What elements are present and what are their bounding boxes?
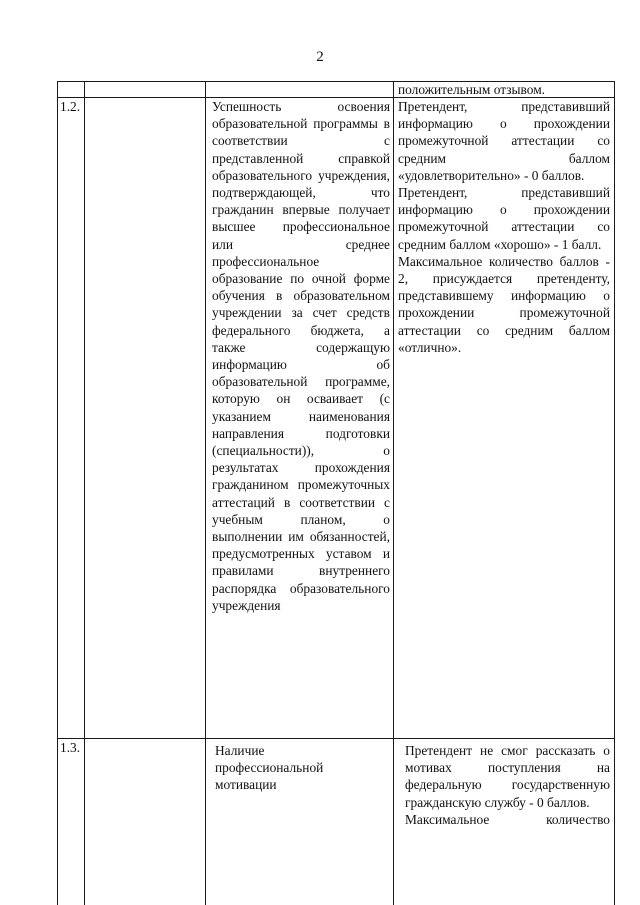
table-rule-col-num (84, 81, 85, 905)
row-number-1-3: 1.3. (60, 740, 81, 755)
table-rule-row-1-3 (57, 738, 615, 739)
table-rule-col-right (614, 81, 615, 905)
scoring-continuation-text: положительным отзывом. (398, 82, 546, 97)
scoring-paragraph: Претендент, представивший информацию о прохождении промежуточной аттестации со средним баллом «хорошо» - 1 балл. (398, 185, 610, 252)
scoring-paragraph: Максимальное количество баллов - 2, присуждается претенденту, представившему информацию о прохождении промежуточной аттестации со средним баллом «отлично». (398, 253, 610, 355)
page-number: 2 (316, 49, 324, 65)
scoring-paragraph: Претендент не смог рассказать о мотивах поступления на федеральную государственную гражданскую службу - 0 баллов. (405, 743, 610, 810)
scoring-paragraph: Претендент, представивший информацию о прохождении промежуточной аттестации со средним баллом «удовлетворительно» - 0 баллов. (398, 99, 610, 183)
table-rule-col-criterion (393, 81, 394, 905)
criterion-text-1-3: Наличие профессиональной мотивации (215, 743, 324, 793)
scoring-paragraph: Максимальное количество (405, 811, 610, 827)
scoring-cell-1-2 (398, 98, 610, 356)
table-rule-col-empty (205, 81, 206, 905)
scoring-cell-1-3 (405, 742, 610, 828)
criterion-text-1-2: Успешность освоения образовательной программы в соответствии с представленной справкой образовательного учреждения, подтверждающей, что гражданин впервые получает высшее профессиональное или среднее профессиональное образование по очной форме обучения в образовательном учреждении за счет средств федерального бюджета, а также содержащую информацию об образовательной программе, которую он осваивает (с указанием наименования направления подготовки (специальности)), о результатах прохождения гражданином промежуточных аттестаций в соответствии с учебным планом, о выполнении им обязанностей, предусмотренных уставом и правилами внутреннего распорядка образовательного учреждения (212, 99, 390, 613)
row-number-1-2: 1.2. (60, 99, 81, 114)
table-rule-col-left (57, 81, 58, 905)
